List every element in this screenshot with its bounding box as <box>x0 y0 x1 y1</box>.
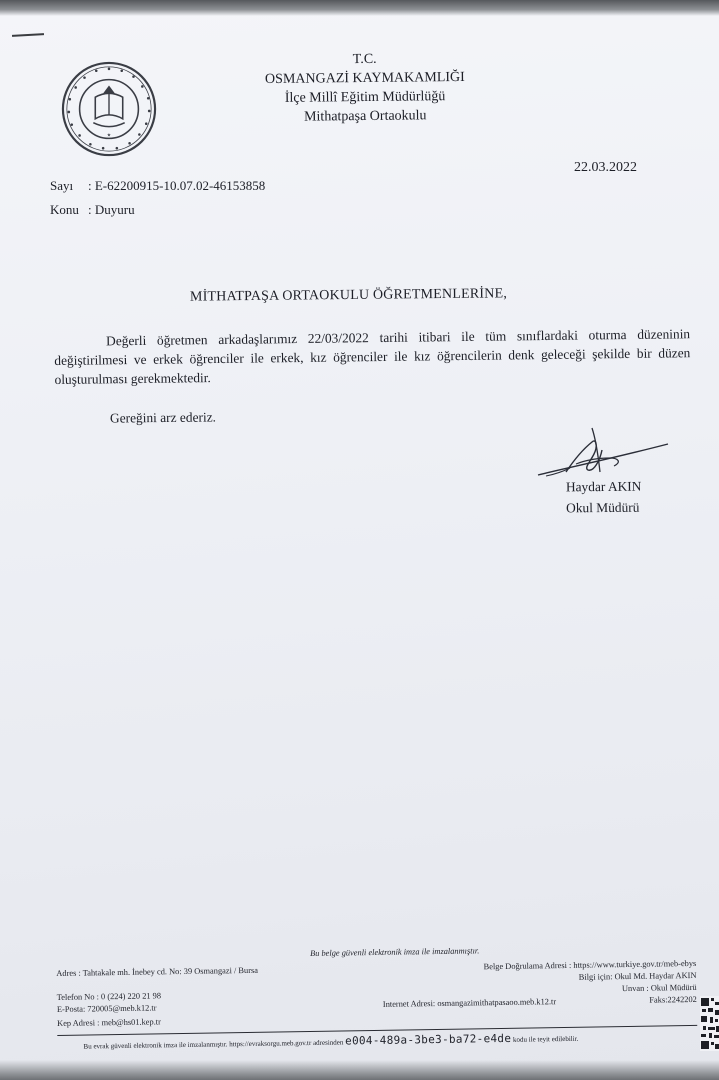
letterhead <box>230 49 501 128</box>
footer-kep: Kep Adresi : meb@hs01.kep.tr <box>57 1017 161 1028</box>
body-paragraph <box>54 324 691 389</box>
pen-mark <box>12 33 44 37</box>
verification-code: e004-489a-3be3-ba72-e4de <box>345 1031 512 1048</box>
footer-info-contact: Bilgi için: Okul Md. Haydar AKIN <box>578 970 697 982</box>
footer-internet: Internet Adresi: osmangazimithatpasaoo.meb.k12.tr <box>382 997 557 1009</box>
footer-verification-line <box>83 1032 578 1053</box>
addressee: MİTHATPAŞA ORTAOKULU ÖĞRETMENLERİNE, <box>189 286 508 305</box>
signer-title: Okul Müdürü <box>566 499 640 516</box>
ministry-seal-icon <box>60 60 158 158</box>
konu-label: Konu <box>50 202 79 217</box>
letterhead-line: T.C. <box>352 51 377 68</box>
letterhead-line: OSMANGAZİ KAYMAKAMLIĞI <box>264 69 465 88</box>
signer-block <box>566 476 642 519</box>
verification-prefix: Bu evrak güvenli elektronik imza ile imzalanmıştır. https://evraksorgu.meb.gov.tr adresinden <box>83 1038 344 1051</box>
document-number <box>50 178 265 194</box>
sayi-label: Sayı <box>50 178 74 193</box>
konu-value: : Duyuru <box>88 202 135 217</box>
signer-name: Haydar AKIN <box>565 478 642 495</box>
body-text: Değerli öğretmen arkadaşlarımız 22/03/2022 tarihi itibari ile tüm sınıflardaki oturma düzeninin değiştirilmesi ve erkek öğrenciler ile erkek, kız öğrenciler ile kız öğrencilerin denk geleceği şekilde bir düzen oluşturulması gerekmektedir. <box>54 326 691 387</box>
document-footer <box>56 942 697 1051</box>
footer-email: E-Posta: 720005@meb.k12.tr <box>56 1003 157 1014</box>
footer-verify-url: Belge Doğrulama Adresi : https://www.turkiye.gov.tr/meb-ebys <box>483 958 697 972</box>
letterhead-line: Mithatpaşa Ortaokulu <box>303 108 427 125</box>
page-top-edge <box>0 0 719 16</box>
footer-address: Adres : Tahtakale mh. İnebey cd. No: 39 Osmangazi / Bursa <box>56 965 258 978</box>
letterhead-line: İlçe Millî Eğitim Müdürlüğü <box>284 89 446 106</box>
footer-title: Unvan : Okul Müdürü <box>621 982 697 994</box>
closing-line: Gereğini arz ederiz. <box>109 409 217 426</box>
sayi-value: : E-62200915-10.07.02-46153858 <box>88 178 266 193</box>
verification-suffix: kodu ile teyit edilebilir. <box>512 1034 579 1044</box>
footer-phone: Telefon No : 0 (224) 220 21 98 <box>56 991 162 1002</box>
esign-note: Bu belge güvenli elektronik imza ile imzalanmıştır. <box>309 946 480 959</box>
document-date: 22.03.2022 <box>574 160 637 175</box>
qr-code-icon <box>700 996 719 1051</box>
footer-fax: Faks:2242202 <box>649 994 697 1005</box>
document-subject <box>50 202 135 218</box>
page-bottom-edge <box>0 1060 719 1080</box>
svg-text:★: ★ <box>106 132 112 139</box>
